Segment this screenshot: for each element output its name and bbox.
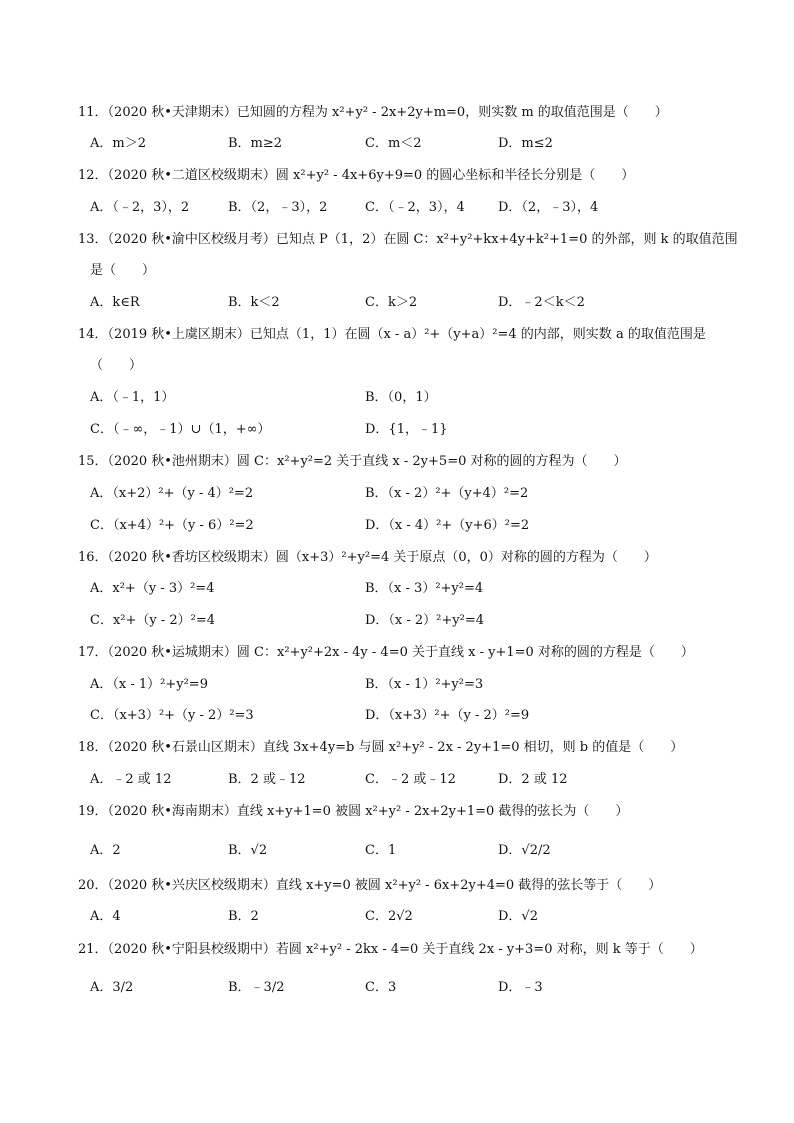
question-21-stem: 21．（2020 秋•宁阳县校级期中）若圆 x²+y² - 2kx - 4=0 关于直线 2x - y+3=0 对称，则 k 等于（ ） — [78, 942, 703, 957]
option-d: D．√2 — [498, 909, 538, 924]
question-18-stem: 18．（2020 秋•石景山区期末）直线 3x+4y=b 与圆 x²+y² - 2x - 2y+1=0 相切，则 b 的值是（ ） — [78, 740, 684, 755]
option-b: B．m≥2 — [228, 136, 283, 151]
question-13-stem-continued: 是（ ） — [90, 263, 156, 278]
option-d: D．2 或 12 — [498, 772, 568, 787]
option-c: C．（x+4）²+（y - 6）²=2 — [90, 518, 254, 533]
question-12-stem: 12．（2020 秋•二道区校级期末）圆 x²+y² - 4x+6y+9=0 的圆心坐标和半径长分别是（ ） — [78, 168, 635, 183]
question-17-options-row1 — [90, 675, 730, 695]
question-20-options — [90, 907, 730, 927]
question-13-options — [90, 293, 730, 313]
option-a: A．﹣2 或 12 — [90, 772, 172, 787]
option-d: D．m≤2 — [498, 136, 553, 151]
option-a: A．m＞2 — [90, 136, 146, 151]
option-c: C．x²+（y - 2）²=4 — [90, 613, 216, 628]
option-c: C．（﹣∞，﹣1）∪（1，+∞） — [90, 422, 271, 437]
option-a: A．（﹣1，1） — [90, 390, 175, 405]
option-d: D．﹣3 — [498, 980, 543, 995]
option-c: C．1 — [365, 843, 397, 858]
option-d: D．（2，﹣3），4 — [498, 200, 599, 215]
question-16-stem: 16．（2020 秋•香坊区校级期末）圆（x+3）²+y²=4 关于原点（0，0）对称的圆的方程为（ ） — [78, 550, 657, 565]
question-19-options — [90, 841, 730, 861]
option-d: D．（x - 4）²+（y+6）²=2 — [365, 518, 530, 533]
option-c: C．2√2 — [365, 909, 413, 924]
option-a: A．2 — [90, 843, 121, 858]
question-13-stem: 13．（2020 秋•渝中区校级月考）已知点 P（1，2）在圆 C：x²+y²+kx+4y+k²+1=0 的外部，则 k 的取值范围 — [78, 232, 738, 247]
option-d: D．{1，﹣1} — [365, 422, 448, 437]
question-15-stem: 15．（2020 秋•池州期末）圆 C：x²+y²=2 关于直线 x - 2y+5=0 对称的圆的方程为（ ） — [78, 454, 627, 469]
option-b: B．﹣3/2 — [228, 980, 285, 995]
option-c: C．m＜2 — [365, 136, 422, 151]
question-15-options-row1 — [90, 484, 730, 504]
question-11-stem: 11．（2020 秋•天津期末）已知圆的方程为 x²+y² - 2x+2y+m=0，则实数 m 的取值范围是（ ） — [78, 105, 668, 120]
option-b: B．（x - 1）²+y²=3 — [365, 677, 484, 692]
question-12-options — [90, 198, 730, 218]
option-b: B．（2，﹣3），2 — [228, 200, 328, 215]
option-a: A．4 — [90, 909, 121, 924]
option-c: C．（x+3）²+（y - 2）²=3 — [90, 708, 254, 723]
option-d: D．√2/2 — [498, 843, 551, 858]
option-a: A．3/2 — [90, 980, 134, 995]
question-20-stem: 20．（2020 秋•兴庆区校级期末）直线 x+y=0 被圆 x²+y² - 6x+2y+4=0 截得的弦长等于（ ） — [78, 878, 662, 893]
option-b: B．2 或﹣12 — [228, 772, 306, 787]
question-14-options-row1 — [90, 388, 730, 408]
question-17-options-row2 — [90, 706, 730, 726]
option-d: D．（x - 2）²+y²=4 — [365, 613, 485, 628]
question-18-options — [90, 770, 730, 790]
option-b: B．（x - 3）²+y²=4 — [365, 581, 484, 596]
option-a: A．（x - 1）²+y²=9 — [90, 677, 208, 692]
question-19-stem: 19．（2020 秋•海南期末）直线 x+y+1=0 被圆 x²+y² - 2x+2y+1=0 截得的弦长为（ ） — [78, 804, 629, 819]
option-a: A．（x+2）²+（y - 4）²=2 — [90, 486, 254, 501]
option-c: C．﹣2 或﹣12 — [365, 772, 456, 787]
question-14-stem-continued: （ ） — [90, 358, 143, 373]
option-b: B．2 — [228, 909, 259, 924]
option-b: B．（0，1） — [365, 390, 437, 405]
option-d: D．﹣2＜k＜2 — [498, 295, 585, 310]
question-15-options-row2 — [90, 516, 730, 536]
question-11-options — [90, 134, 730, 154]
question-21-options — [90, 978, 730, 998]
option-a: A．k∈R — [90, 295, 140, 310]
question-16-options-row1 — [90, 579, 730, 599]
question-14-stem: 14．（2019 秋•上虞区期末）已知点（1，1）在圆（x - a）²+（y+a）²=4 的内部，则实数 a 的取值范围是 — [78, 327, 706, 342]
option-c: C．3 — [365, 980, 397, 995]
option-a: A．x²+（y - 3）²=4 — [90, 581, 215, 596]
option-b: B．k＜2 — [228, 295, 280, 310]
option-c: C．（﹣2，3），4 — [365, 200, 465, 215]
question-14-options-row2 — [90, 420, 730, 440]
option-b: B．√2 — [228, 843, 268, 858]
option-b: B．（x - 2）²+（y+4）²=2 — [365, 486, 529, 501]
option-d: D．（x+3）²+（y - 2）²=9 — [365, 708, 530, 723]
question-17-stem: 17．（2020 秋•运城期末）圆 C：x²+y²+2x - 4y - 4=0 关于直线 x - y+1=0 对称的圆的方程是（ ） — [78, 645, 694, 660]
question-16-options-row2 — [90, 611, 730, 631]
option-c: C．k＞2 — [365, 295, 418, 310]
option-a: A．（﹣2，3），2 — [90, 200, 190, 215]
